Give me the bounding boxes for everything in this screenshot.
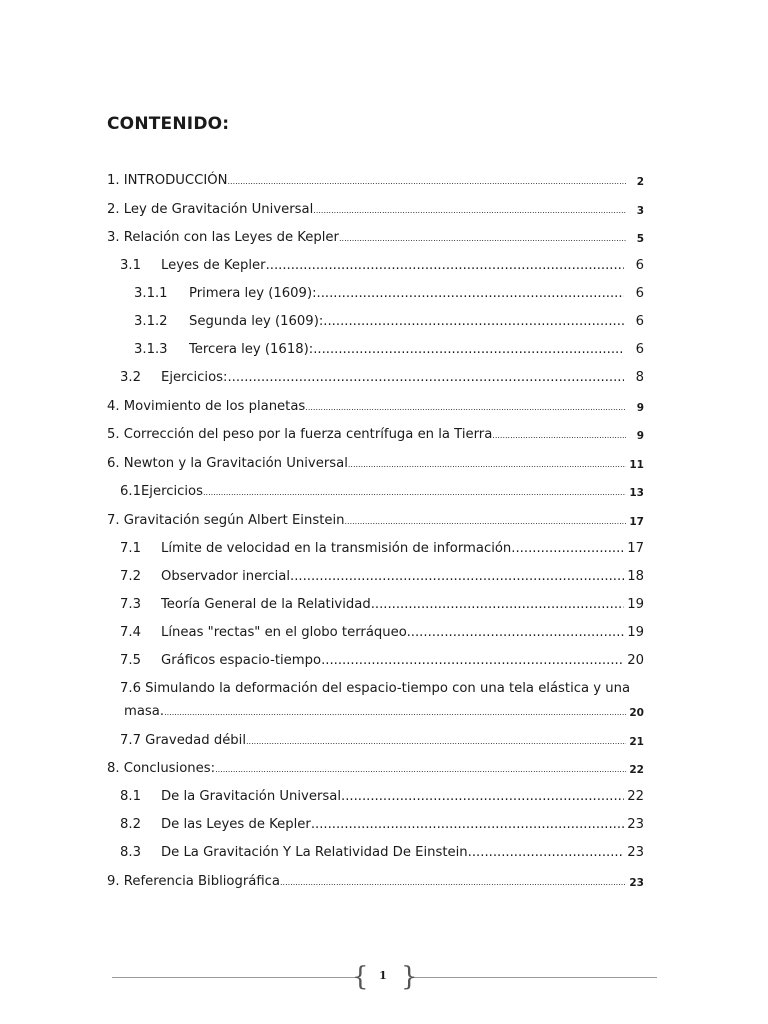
- toc-entry[interactable]: [0, 731, 768, 751]
- toc-entry-leader: [120, 731, 626, 753]
- toc-entry[interactable]: [0, 539, 768, 559]
- toc-entry-label: Tercera ley (1618):: [189, 342, 314, 357]
- toc-entry[interactable]: [0, 454, 768, 474]
- toc-entry-page: 2: [636, 176, 644, 188]
- toc-entry-label: De la Gravitación Universal: [161, 789, 342, 804]
- dot-leader: [317, 284, 624, 304]
- toc-entry[interactable]: [0, 651, 768, 671]
- toc-entry-label: 7.6 Simulando la deformación del espacio-tiempo con una tela elástica y una: [120, 681, 631, 696]
- toc-entry-label: 3. Relación con las Leyes de Kepler: [107, 230, 339, 245]
- toc-entry[interactable]: [0, 228, 768, 248]
- toc-entry-number: 3.2: [120, 370, 141, 385]
- toc-entry-label: Líneas "rectas" en el globo terráqueo.: [161, 625, 411, 640]
- dot-leader: [411, 623, 624, 643]
- dot-leader: [348, 454, 626, 476]
- toc-entry-page: 13: [629, 487, 644, 499]
- dot-leader: [323, 312, 624, 332]
- toc-entry-page: 6: [635, 314, 644, 329]
- toc-entry-number: 8.1: [120, 789, 141, 804]
- toc-entry-label: 1. INTRODUCCIÓN: [107, 173, 228, 188]
- footer-rule-right: [412, 977, 657, 978]
- toc-entry-label: Teoría General de la Relatividad: [161, 597, 371, 612]
- dot-leader: [266, 256, 624, 276]
- toc-entry-label: De La Gravitación Y La Relatividad De Einstein: [161, 845, 468, 860]
- toc-entry-label: 7. Gravitación según Albert Einstein: [107, 513, 345, 528]
- toc-entry-label: 2. Ley de Gravitación Universal: [107, 202, 314, 217]
- toc-entry-leader: [161, 539, 624, 559]
- toc-entry-label: 9. Referencia Bibliográfica: [107, 874, 280, 889]
- toc-entry-page: 9: [636, 430, 644, 442]
- toc-entry-leader: [107, 228, 626, 250]
- toc-entry-number: 7.4: [120, 625, 141, 640]
- dot-leader: [227, 368, 624, 388]
- toc-entry-page: 20: [629, 707, 644, 719]
- page-number: 1: [379, 969, 387, 982]
- toc-entry[interactable]: [0, 595, 768, 615]
- toc-entry-label: 8. Conclusiones:: [107, 761, 216, 776]
- toc-entry-page: 6: [635, 286, 644, 301]
- toc-entry-number: 3.1.1: [134, 286, 168, 301]
- toc-entry-page: 22: [627, 789, 644, 804]
- dot-leader: [345, 511, 627, 533]
- toc-entry[interactable]: [0, 200, 768, 220]
- toc-entry-leader: [189, 340, 624, 360]
- toc-entry-leader: [107, 759, 626, 781]
- toc-entry-page: 6: [635, 258, 644, 273]
- toc-entry[interactable]: [0, 256, 768, 276]
- toc-entry-page: 8: [635, 370, 644, 385]
- toc-entry-leader: [107, 200, 626, 222]
- toc-entry-page: 23: [627, 817, 644, 832]
- toc-entry-leader: [161, 843, 624, 863]
- toc-entry-page: 22: [629, 764, 644, 776]
- toc-entry[interactable]: [0, 567, 768, 587]
- toc-entry[interactable]: [0, 284, 768, 304]
- toc-entry-page: 11: [629, 459, 644, 471]
- toc-entry-label: Leyes de Kepler: [161, 258, 266, 273]
- toc-entry-leader: [107, 454, 626, 476]
- toc-entry-leader: [161, 623, 624, 643]
- left-brace-icon: {: [352, 962, 369, 992]
- dot-leader: [215, 759, 626, 781]
- dot-leader: [311, 815, 624, 835]
- toc-entry-page: 17: [629, 516, 644, 528]
- toc-entry-leader: [161, 787, 624, 807]
- toc-entry-number: 3.1: [120, 258, 141, 273]
- toc-entry-number: 3.1.3: [134, 342, 168, 357]
- dot-leader: [246, 731, 626, 753]
- toc-entry-label: De las Leyes de Kepler: [161, 817, 311, 832]
- toc-entry-leader: [189, 312, 624, 332]
- toc-entry-number: 3.1.2: [134, 314, 168, 329]
- toc-entry[interactable]: [0, 759, 768, 779]
- toc-entry-label: 5. Corrección del peso por la fuerza centrífuga en la Tierra: [107, 427, 493, 442]
- toc-entry-page: 17: [627, 541, 644, 556]
- toc-entry-page: 3: [636, 205, 644, 217]
- toc-entry-page: 20: [627, 653, 644, 668]
- toc-entry[interactable]: [0, 368, 768, 388]
- toc-entry-label: 6.1Ejercicios: [120, 484, 203, 499]
- toc-entry-leader: [124, 702, 626, 724]
- toc-entry-page: 23: [627, 845, 644, 860]
- right-brace-icon: }: [401, 962, 418, 992]
- dot-leader: [313, 340, 624, 360]
- toc-entry-continuation[interactable]: [0, 702, 768, 722]
- dot-leader: [468, 843, 624, 863]
- toc-entry[interactable]: [0, 679, 768, 699]
- toc-entry[interactable]: [0, 872, 768, 892]
- toc-entry-leader: [107, 171, 626, 193]
- toc-entry[interactable]: [0, 397, 768, 417]
- toc-entry-label: Observador inercial: [161, 569, 291, 584]
- dot-leader: [492, 425, 626, 447]
- dot-leader: [313, 200, 626, 222]
- toc-entry-page: 19: [627, 597, 644, 612]
- toc-entry-page: 6: [635, 342, 644, 357]
- toc-entry-number: 7.2: [120, 569, 141, 584]
- footer-rule-left: [112, 977, 356, 978]
- toc-entry-label: Ejercicios:: [161, 370, 228, 385]
- toc-entry[interactable]: [0, 815, 768, 835]
- toc-entry-number: 7.3: [120, 597, 141, 612]
- toc-entry-label: 7.7 Gravedad débil: [120, 733, 247, 748]
- toc-entry[interactable]: [0, 482, 768, 502]
- toc-entry[interactable]: [0, 843, 768, 863]
- toc-entry-number: 7.1: [120, 541, 141, 556]
- toc-entry[interactable]: [0, 425, 768, 445]
- toc-entry[interactable]: [0, 787, 768, 807]
- toc-entry-label: Segunda ley (1609):: [189, 314, 324, 329]
- toc-entry-leader: [161, 256, 624, 276]
- toc-entry-number: 7.5: [120, 653, 141, 668]
- dot-leader: [511, 539, 624, 559]
- dot-leader: [280, 872, 626, 894]
- toc-entry-leader: [161, 368, 624, 388]
- toc-entry-label-cont: masa.: [124, 704, 165, 719]
- toc-entry-page: 9: [636, 402, 644, 414]
- toc-entry[interactable]: [0, 511, 768, 531]
- toc-entry-label: 4. Movimiento de los planetas: [107, 399, 306, 414]
- page-title: CONTENIDO:: [107, 114, 230, 134]
- toc-entry-leader: [120, 482, 626, 504]
- toc-entry-number: 8.3: [120, 845, 141, 860]
- toc-entry-leader: [189, 284, 624, 304]
- toc-entry[interactable]: [0, 171, 768, 191]
- toc-entry[interactable]: [0, 623, 768, 643]
- toc-entry-label: Primera ley (1609):: [189, 286, 317, 301]
- toc-entry-leader: [161, 651, 624, 671]
- toc-entry-label: 6. Newton y la Gravitación Universal: [107, 456, 348, 471]
- dot-leader: [305, 397, 626, 419]
- toc-entry-leader: [161, 567, 624, 587]
- toc-entry-label: Límite de velocidad en la transmisión de información: [161, 541, 512, 556]
- dot-leader: [341, 787, 624, 807]
- toc-entry[interactable]: [0, 340, 768, 360]
- toc-entry-page: 19: [627, 625, 644, 640]
- toc-entry-page: 5: [636, 233, 644, 245]
- toc-entry-number: 8.2: [120, 817, 141, 832]
- toc-entry-leader: [107, 872, 626, 894]
- toc-entry-page: 18: [627, 569, 644, 584]
- toc-entry[interactable]: [0, 312, 768, 332]
- toc-entry-leader: [107, 511, 626, 533]
- dot-leader: [290, 567, 624, 587]
- dot-leader: [371, 595, 624, 615]
- toc-entry-leader: [161, 815, 624, 835]
- toc-entry-leader: [107, 425, 626, 447]
- dot-leader: [227, 171, 626, 193]
- dot-leader: [321, 651, 624, 671]
- dot-leader: [339, 228, 626, 250]
- dot-leader: [164, 702, 626, 724]
- toc-entry-page: 23: [629, 877, 644, 889]
- dot-leader: [203, 482, 626, 504]
- toc-entry-label: Gráficos espacio-tiempo: [161, 653, 322, 668]
- toc-entry-leader: [161, 595, 624, 615]
- toc-entry-page: 21: [629, 736, 644, 748]
- toc-entry-leader: [107, 397, 626, 419]
